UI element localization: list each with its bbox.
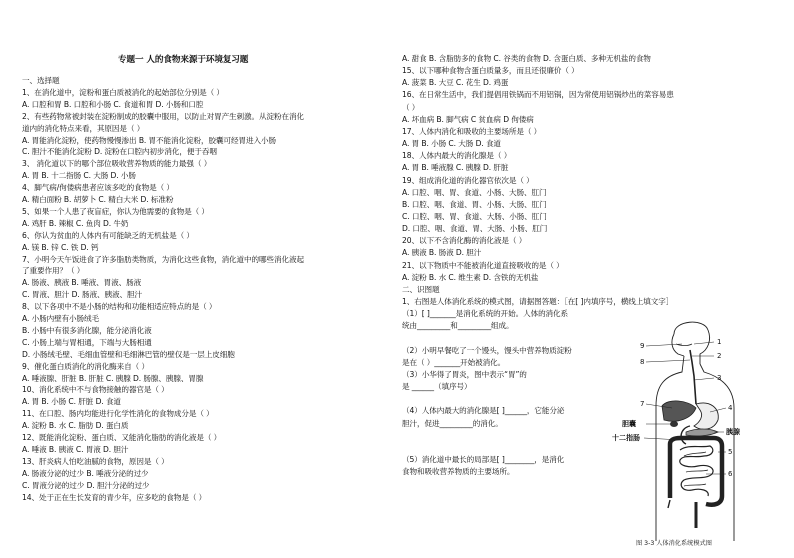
left-line: A. 胃能消化淀粉，使药物慢慢渗出 B. 胃不能消化淀粉，胶囊可经胃进入小肠 xyxy=(22,135,276,145)
right-line: 统由_________和_________组成。 xyxy=(402,321,514,331)
right-line: A. 甜食 B. 含脂肪多的食物 C. 谷类的食物 D. 含蛋白质、多种无机盐的食物 xyxy=(402,54,651,63)
right-line: A. 胃 B. 小肠 C. 大肠 D. 食道 xyxy=(402,139,501,149)
left-line: A. 胃 B. 小肠 C. 肝脏 D. 食道 xyxy=(22,397,121,407)
figure-number-7: 7 xyxy=(640,400,645,408)
right-line: 1、右图是人体消化系统的模式图，请据图答题：［在[ ]内填序号，横线上填文字］ xyxy=(402,297,674,306)
figure-number-6: 6 xyxy=(728,470,733,478)
left-line: A. 精白面粉 B. 胡萝卜 C. 精白大米 D. 标准粉 xyxy=(22,195,174,204)
stomach xyxy=(694,403,718,429)
left-line: C. 胆汁不能消化淀粉 D. 淀粉在口腔内初步消化，便于吞咽 xyxy=(22,147,217,157)
label-pancreas: 胰腺 xyxy=(726,428,740,436)
left-line: A. 鸡肝 B. 辣椒 C. 鱼肉 D. 牛奶 xyxy=(22,218,129,228)
right-line: （2）小明早餐吃了一个馒头，馒头中营养物质淀粉 xyxy=(402,345,572,355)
right-line: A. 淀粉 B. 水 C. 维生素 D. 含铁的无机盐 xyxy=(402,272,539,282)
left-line: 了重要作用？（ ） xyxy=(22,266,85,276)
right-line: 是在（ ）_______开始被消化。 xyxy=(402,357,506,367)
figure-number-3: 3 xyxy=(717,374,722,382)
liver xyxy=(662,401,696,421)
right-line: 17、人体内消化和吸收的主要场所是（ ） xyxy=(402,126,542,136)
left-line: C. 胃液、胆汁 D. 肠液、胰液、胆汁 xyxy=(22,290,142,300)
right-line: 是 ______（填序号） xyxy=(402,382,472,392)
right-line: 21、以下物质中不能被消化道直接吸收的是（ ） xyxy=(402,260,564,270)
label-duodenum: 十二指肠 xyxy=(612,434,640,442)
left-line: 4、脚气病/佝偻病患者应该多吃的食物是（ ） xyxy=(22,183,174,193)
left-line: 12、既能消化淀粉、蛋白质、又能消化脂肪的消化液是（ ） xyxy=(22,433,222,442)
figure-number-2: 2 xyxy=(717,352,722,360)
right-line: A. 菠菜 B. 大豆 C. 花生 D. 鸡蛋 xyxy=(402,78,509,88)
right-line: （3）小华得了胃炎，图中表示“胃”的 xyxy=(402,369,527,379)
appendix xyxy=(668,500,670,508)
left-line: 9、催化蛋白质消化的消化酶来自（ ） xyxy=(22,361,149,371)
left-line: 6、你认为贫血的人体内有可能缺乏的无机盐是（ ） xyxy=(22,230,194,240)
right-line: 19、组成消化道的消化器官依次是（ ） xyxy=(402,175,534,185)
figure-number-9: 9 xyxy=(640,342,645,350)
left-line: C. 胃液分泌的过少 D. 胆汁分泌的过少 xyxy=(22,480,150,490)
left-line: A. 口腔和胃 B. 口腔和小肠 C. 食道和胃 D. 小肠和口腔 xyxy=(22,99,204,109)
gallbladder xyxy=(670,421,678,427)
left-line: B. 小肠中有很多消化腺，能分泌消化液 xyxy=(22,325,152,335)
right-line: A. 胃 B. 唾液腺 C. 胰腺 D. 肝脏 xyxy=(402,163,509,173)
face-outline xyxy=(672,334,684,356)
figure-number-4: 4 xyxy=(728,404,733,412)
right-line: 18、人体内最大的消化腺是（ ） xyxy=(402,151,512,161)
left-line: 道内的消化特点来看，其原因是（ ） xyxy=(22,123,145,133)
left-line: 2、有些药物常被封装在淀粉制成的胶囊中服用，以防止对胃产生刺激。从淀粉在消化 xyxy=(22,111,304,121)
right-line: 20、以下不含消化酶的消化液是（ ） xyxy=(402,236,527,246)
right-line: A. 口腔、咽、胃、食道、小肠、大肠、肛门 xyxy=(402,187,547,197)
right-line: （5）消化道中最长的局部是[ ]________，是消化 xyxy=(402,454,565,464)
right-line: A. 胰液 B. 肠液 D. 胆汁 xyxy=(402,248,482,258)
left-line: 一、选择题 xyxy=(22,76,60,85)
right-line: 胆汁，促进_________的消化。 xyxy=(402,418,503,428)
label-gallbladder: 胆囊 xyxy=(622,420,636,428)
left-line: 8、以下各项中不是小肠的结构和功能相适应特点的是（ ） xyxy=(22,302,217,312)
left-line: 3、 消化道以下的哪个部位吸收营养物质的能力最强（ ） xyxy=(22,159,212,169)
left-line: 1、在消化道中，淀粉和蛋白质被消化的起始部位分别是（ ） xyxy=(22,87,224,97)
right-line: D. 口腔、咽、食道、胃、大肠、小肠、肛门 xyxy=(402,224,548,234)
figure-number-1: 1 xyxy=(717,338,722,346)
left-line: A. 小肠内壁有小肠绒毛 xyxy=(22,314,100,323)
left-line: 10、消化系统中不与食物接触的器官是（ ） xyxy=(22,385,169,395)
figure-number-5: 5 xyxy=(728,448,733,456)
figure-number-8: 8 xyxy=(640,358,645,366)
left-line: A. 胃 B. 十二指肠 C. 大肠 D. 小肠 xyxy=(22,171,136,181)
left-line: 7、小明今天午饭进食了许多脂肪类物质，为消化这些食物，消化道中的哪些消化液起 xyxy=(22,254,304,264)
right-line: 15、以下哪种食物含蛋白质量多，而且还很廉价（ ） xyxy=(402,66,579,76)
pancreas xyxy=(686,429,718,436)
right-line: A. 坏血病 B. 脚气病 C 贫血病 D 佝偻病 xyxy=(402,114,534,124)
left-line: A. 镁 B. 锌 C. 铁 D. 钙 xyxy=(22,242,99,252)
left-line: A. 淀粉 B. 水 C. 脂肪 D. 蛋白质 xyxy=(22,421,129,431)
left-line: A. 肠液分泌的过少 B. 唾液分泌的过少 xyxy=(22,468,149,478)
left-line: D. 小肠绒毛壁、毛细血管壁和毛细淋巴管的壁仅是一层上皮细胞 xyxy=(22,349,235,359)
right-line: B. 口腔、咽、食道、胃、小肠、大肠、肛门 xyxy=(402,199,547,209)
left-line: A. 肠液、胰液 B. 唾液、胃液、肠液 xyxy=(22,278,142,288)
right-line: （4）人体内最大的消化腺是[ ]______，它能分泌 xyxy=(402,406,565,416)
left-line: 5、如果一个人患了夜盲症，你认为他需要的食物是（ ） xyxy=(22,206,209,216)
page-title: 专题一 人的食物来源于环境复习题 xyxy=(118,55,249,65)
left-line: 13、肝炎病人怕吃油腻的食物，原因是（ ） xyxy=(22,456,169,466)
right-line: （ ） xyxy=(402,102,420,112)
digestive-system-figure xyxy=(612,316,752,548)
esophagus xyxy=(690,350,696,404)
right-line: C. 口腔、咽、胃、食道、大肠、小肠、肛门 xyxy=(402,211,547,221)
figure-caption: 图 3-3 人体消化系统模式图 xyxy=(636,540,712,547)
left-line: C. 小肠上端与胃相通，下端与大肠相通 xyxy=(22,337,152,347)
right-line: 16、在日常生活中，我们提倡用铁锅而不用铝锅，因为常使用铝锅炒出的菜容易患 xyxy=(402,90,674,100)
right-line: （1）[ ]_______是消化系统的开始。人体的消化系 xyxy=(402,309,569,319)
right-line: 食物和吸收营养物质的主要场所。 xyxy=(402,467,515,477)
left-line: A. 唾液 B. 胰液 C. 胃液 D. 胆汁 xyxy=(22,444,129,454)
left-line: 14、处于正在生长发育的青少年，应多吃的食物是（ ） xyxy=(22,492,207,502)
left-line: A. 唾液腺、肝脏 B. 肝脏 C. 胰腺 D. 肠腺、胰腺、胃腺 xyxy=(22,373,204,383)
right-line: 二、识图题 xyxy=(402,284,440,294)
left-line: 11、在口腔、肠内均能进行化学性消化的食物成分是（ ） xyxy=(22,409,214,419)
